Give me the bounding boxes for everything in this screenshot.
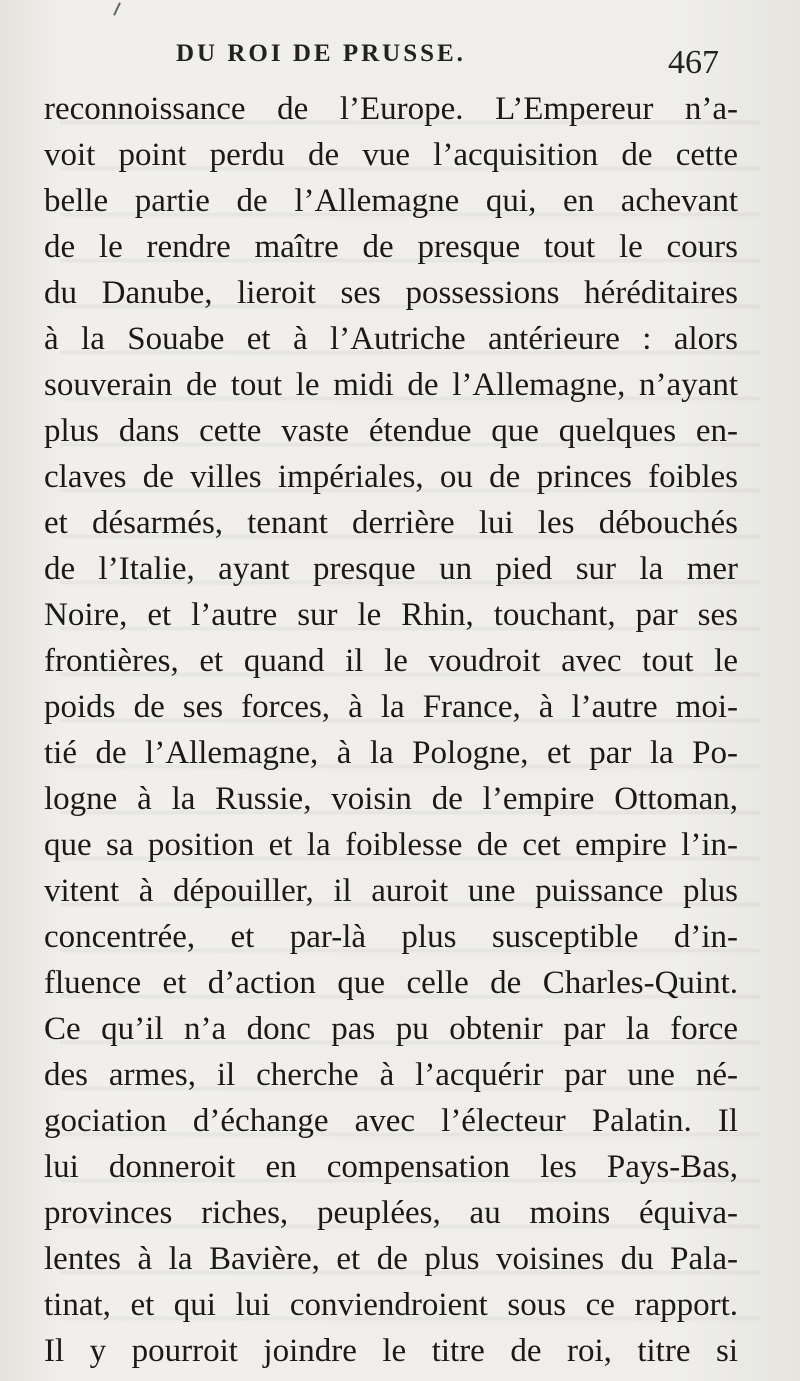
text-line: belle partie de l’Allemagne qui, en achevant: [44, 183, 738, 219]
text-line: lui donneroit en compensation les Pays-Bas,: [44, 1149, 738, 1185]
text-line: tinat, et qui lui conviendroient sous ce rapport.: [44, 1287, 738, 1323]
text-line: lentes à la Bavière, et de plus voisines du Pala-: [44, 1241, 738, 1277]
text-line: Il y pourroit joindre le titre de roi, titre si: [44, 1333, 738, 1369]
text-line: logne à la Russie, voisin de l’empire Ottoman,: [44, 781, 738, 817]
ink-mark: [113, 2, 121, 16]
text-line: Ce qu’il n’a donc pas pu obtenir par la force: [44, 1011, 738, 1047]
page-number: 467: [668, 44, 719, 81]
text-line: frontières, et quand il le voudroit avec tout le: [44, 643, 738, 679]
text-line: et désarmés, tenant derrière lui les débouchés: [44, 505, 738, 541]
text-line: poids de ses forces, à la France, à l’autre moi-: [44, 689, 738, 725]
text-line: de le rendre maître de presque tout le cours: [44, 229, 738, 265]
text-line: gociation d’échange avec l’électeur Palatin. Il: [44, 1103, 738, 1139]
text-line: souverain de tout le midi de l’Allemagne, n’ayant: [44, 367, 738, 403]
text-line: claves de villes impériales, ou de princes foibles: [44, 459, 738, 495]
text-line: des armes, il cherche à l’acquérir par une né-: [44, 1057, 738, 1093]
text-line: fluence et d’action que celle de Charles-Quint.: [44, 965, 738, 1001]
text-line: voit point perdu de vue l’acquisition de cette: [44, 137, 738, 173]
text-line: plus dans cette vaste étendue que quelques en-: [44, 413, 738, 449]
running-head: DU ROI DE PRUSSE.: [176, 40, 466, 67]
text-line: du Danube, lieroit ses possessions héréditaires: [44, 275, 738, 311]
text-line: Noire, et l’autre sur le Rhin, touchant, par ses: [44, 597, 738, 633]
page-header: [0, 38, 800, 84]
text-line: tié de l’Allemagne, à la Pologne, et par la Po-: [44, 735, 738, 771]
body-text: [44, 86, 738, 1374]
text-line: reconnoissance de l’Europe. L’Empereur n’a-: [44, 91, 738, 127]
text-line: à la Souabe et à l’Autriche antérieure : alors: [44, 321, 738, 357]
text-line: concentrée, et par-là plus susceptible d’in-: [44, 919, 738, 955]
text-line: provinces riches, peuplées, au moins équiva-: [44, 1195, 738, 1231]
text-line: que sa position et la foiblesse de cet empire l’in-: [44, 827, 738, 863]
text-line: vitent à dépouiller, il auroit une puissance plus: [44, 873, 738, 909]
text-line: de l’Italie, ayant presque un pied sur la mer: [44, 551, 738, 587]
